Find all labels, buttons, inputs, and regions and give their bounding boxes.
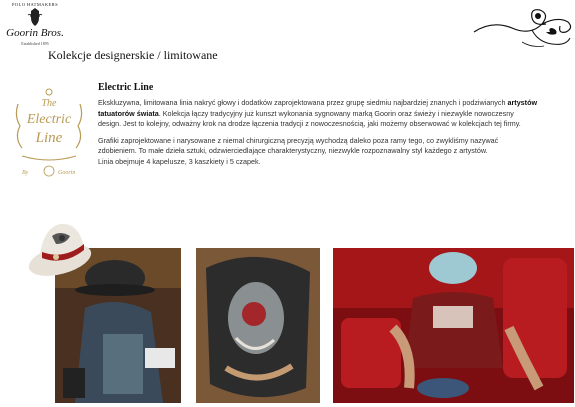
paragraph-lineup: Linia obejmuje 4 kapelusze, 3 kaszkiety i 5 czapek. — [98, 156, 261, 166]
section-title: Electric Line — [98, 82, 154, 93]
paragraph-intro-rest: . Kolekcja łączy tradycyjny już kunszt wykonania sygnowany marką Goorin oraz świeży i niezwykle nowoczesny design. Jest to kolejny, odważny krok na drodze łączenia tradycji z nowoczesnością, jaki możemy obserwować w kolekcjach tej firmy. — [98, 108, 521, 129]
electric-line-logo — [12, 86, 86, 180]
logo-name: Goorin Bros. — [6, 27, 64, 39]
paragraph-intro-bold: artystów tatuatorów świata — [98, 98, 538, 118]
paragraph-intro-text: Ekskluzywna, limitowana linia nakryć głowy i dodatków zaprojektowana przez grupę siedmiu najbardziej znanych i podziwianych — [98, 98, 508, 107]
paragraph-graphics — [98, 136, 538, 168]
photo-hat-design-closeup — [196, 248, 320, 403]
electric-logo-line2: Electric — [26, 112, 72, 127]
crest-icon — [26, 7, 44, 27]
electric-logo-line1: The — [41, 98, 57, 109]
logo-tagline: POLO HATMAKERS — [12, 2, 58, 7]
fedora-hat-image — [26, 218, 96, 280]
paragraph-graphics-text: Grafiki zaprojektowane i narysowane z niemal chirurgiczną precyzją wychodzą daleko poza ramy tego, co zwykliśmy nazywać zdobieniem. To małe dzieła sztuki, odzwierciedlające charakterystyczny, niezwykle rozpoznawalny styl każdego z artystów. — [98, 135, 499, 156]
photo-artist-red-car — [333, 248, 574, 403]
electric-logo-line3: Line — [35, 130, 63, 146]
brand-logo — [4, 2, 66, 50]
description — [98, 98, 538, 174]
paragraph-intro — [98, 98, 538, 130]
electric-logo-brand: Goorin — [58, 170, 76, 176]
electric-logo-by: By — [22, 170, 29, 176]
flourish-ornament-icon — [472, 2, 574, 52]
page-title: Kolekcje designerskie / limitowane — [48, 48, 218, 62]
logo-established: Established 1895 — [21, 41, 49, 46]
